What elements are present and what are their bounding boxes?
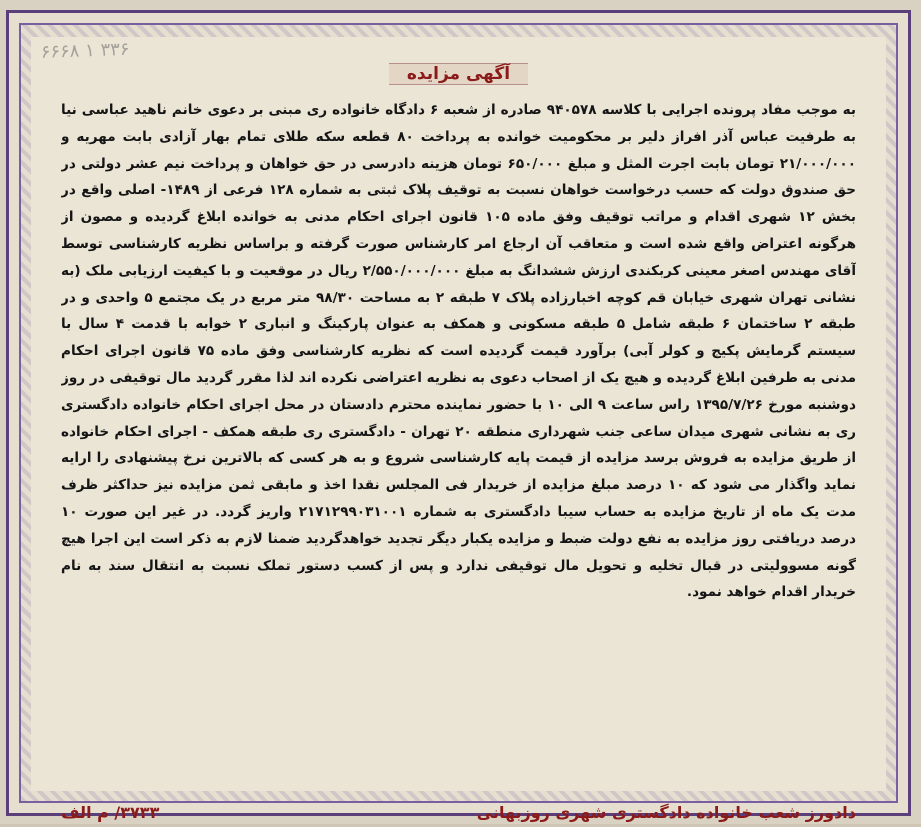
patterned-border	[19, 23, 898, 822]
title-text: آگهی مزایده	[389, 63, 528, 85]
handwritten-note: ۶۶۶۸ ۱ ۳۳۶	[40, 38, 130, 63]
notice-footer	[61, 797, 856, 827]
reference-number: ۳۷۳۳/ م الف	[61, 802, 160, 822]
notice-body: به موجب مفاد پرونده اجرایی با کلاسه ۹۴۰۵۷۸ صادره از شعبه ۶ دادگاه خانواده ری مبنی بر دعوی خانم ناهید عباسی نیا به طرفیت عباس آذر افراز دلیر بر محکومیت خوانده به پرداخت ۸۰ قطعه سکه طلای تمام بهار آزادی بابت مهریه و ۲۱/۰۰۰/۰۰۰ تومان بابت اجرت المثل و مبلغ ۶۵۰/۰۰۰ تومان هزینه دادرسی در حق خواهان و پرداخت نیم عشر دولتی در حق صندوق دولت که حسب درخواست خواهان نسبت به توقیف پلاک ثبتی به شماره ۱۲۸ فرعی از ۱۴۸۹- اصلی واقع در بخش ۱۲ شهری اقدام و مراتب توقیف وفق ماده ۱۰۵ قانون اجرای احکام مدنی به خوانده ابلاغ گردیده و مصون از هرگونه اعتراض واقع شده است و متعاقب آن ارجاع امر کارشناس صورت گرفته و براساس نظریه کارشناسی توسط آقای مهندس اصغر معینی کربکندی ارزش ششدانگ به مبلغ ۲/۵۵۰/۰۰۰/۰۰۰ ریال در موقعیت و با کیفیت ارزیابی ملک (به نشانی تهران شهری خیابان قم کوچه اخبارزاده پلاک ۷ طبقه ۲ به مساحت ۹۸/۳۰ متر مربع در یک مجتمع ۵ واحدی و در طبقه ۲ ساختمان ۶ طبقه شامل ۵ طبقه مسکونی و همکف به عنوان پارکینگ و انباری ۲ خوابه با قدمت ۴ سال با سیستم گرمایش پکیج و کولر آبی) برآورد قیمت گردیده است که نظریه کارشناسی وفق ماده ۷۵ قانون اجرای احکام مدنی به طرفین ابلاغ گردیده و هیچ یک از اصحاب دعوی به نظریه اعتراضی نکرده اند لذا مقرر گردید مال توقیفی در روز دوشنبه مورخ ۱۳۹۵/۷/۲۶ راس ساعت ۹ الی ۱۰ با حضور نماینده محترم دادستان در محل اجرای احکام خانواده دادگستری ری به نشانی شهری میدان ساعی جنب شهرداری منطقه ۲۰ تهران - دادگستری ری طبقه همکف - اجرای احکام خانواده از طریق مزایده به فروش برسد مزایده از قیمت پایه کارشناسی شروع و به هر کسی که بالاترین نرخ پیشنهادی را ارایه نماید واگذار می شود که ۱۰ درصد مبلغ مزایده از خریدار فی المجلس نقدا اخذ و مابقی ثمن مزایده نیز حداکثر ظرف مدت یک ماه از تاریخ مزایده به حساب سیبا دادگستری به شماره ۲۱۷۱۲۹۹۰۳۱۰۰۱ واریز گردد. در غیر این صورت ۱۰ درصد دریافتی روز مزایده به نفع دولت ضبط و مزایده یکبار دیگر تجدید خواهدگردید ضمنا لازم به ذکر است این اجرا هیچ گونه مسوولیتی در قبال تخلیه و تحویل مال توقیفی ندارد و پس از کسب دستور تملک نسبت به انتقال سند به نام خریدار اقدام خواهد نمود.	[61, 102, 856, 601]
signature-line: دادورز شعب خانواده دادگستری شهری روزبهانی	[476, 802, 856, 822]
decorative-border	[6, 10, 911, 822]
notice-title	[31, 63, 886, 93]
notice-paper	[31, 37, 886, 822]
